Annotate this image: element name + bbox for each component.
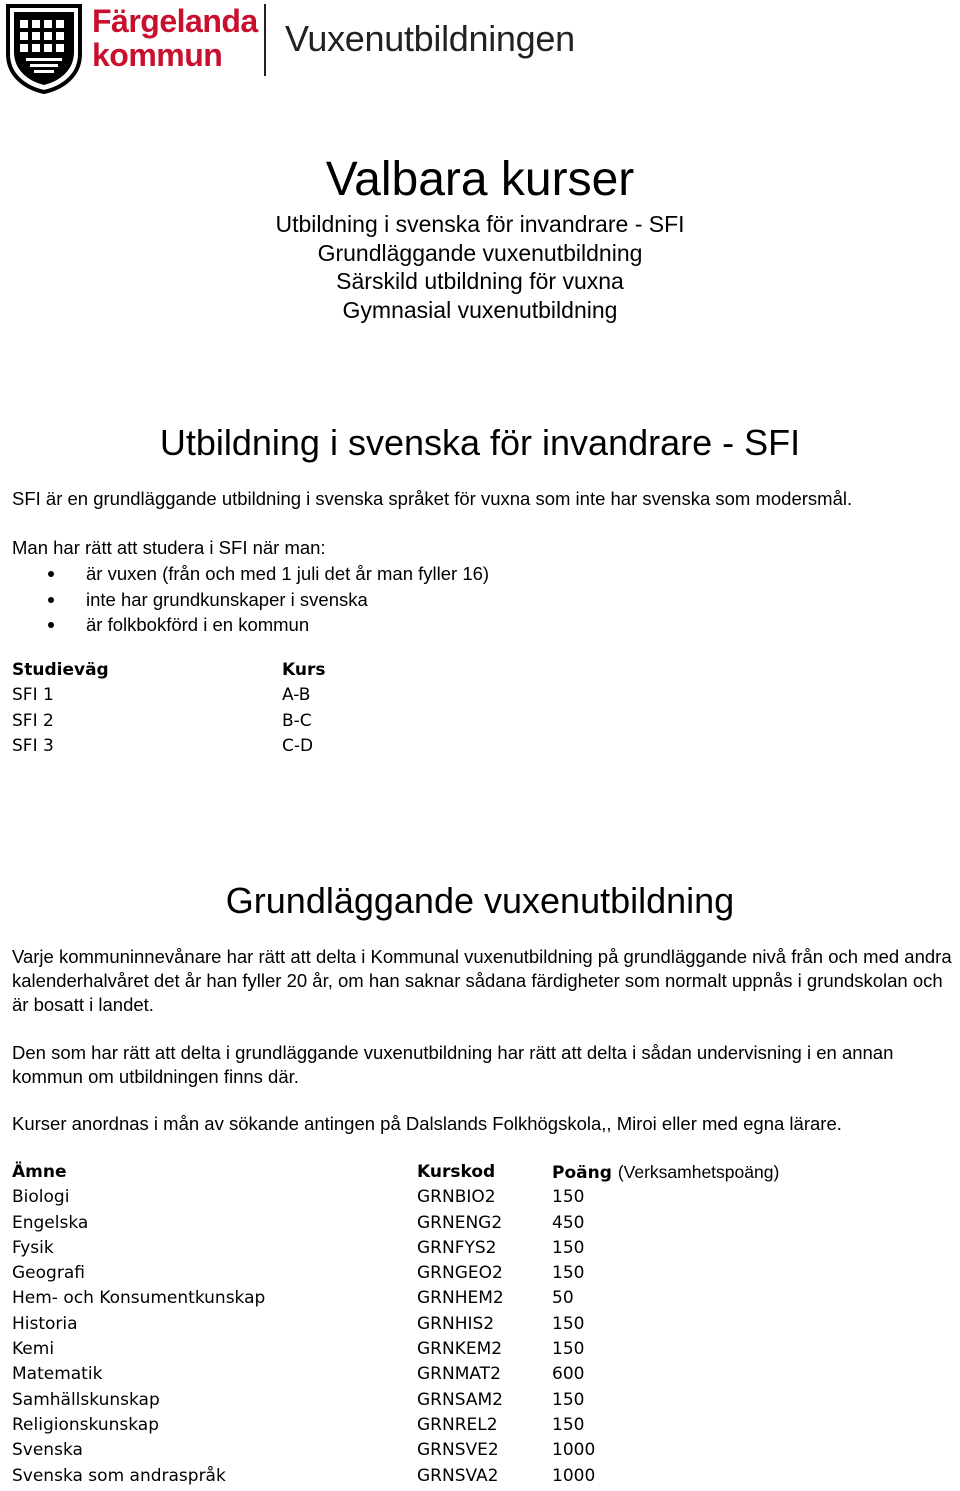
table-cell: SFI 1 bbox=[12, 685, 54, 706]
column-header-poang bbox=[552, 1162, 779, 1187]
header-divider bbox=[264, 4, 266, 76]
table-cell: Religionskunskap bbox=[12, 1414, 159, 1435]
logo-line-2: kommun bbox=[92, 37, 223, 73]
table-cell: SFI 3 bbox=[12, 735, 54, 756]
column-header-amne: Ämne bbox=[12, 1162, 67, 1182]
table-cell: C-D bbox=[282, 735, 314, 756]
table-cell: Fysik bbox=[12, 1237, 54, 1258]
table-row bbox=[12, 1187, 779, 1212]
table-row bbox=[12, 1288, 779, 1313]
table-row bbox=[12, 1339, 779, 1364]
table-cell: 1000 bbox=[552, 1465, 596, 1486]
column-header-studievag: Studieväg bbox=[12, 660, 109, 680]
list-item bbox=[12, 587, 489, 613]
table-cell: GRNGEO2 bbox=[417, 1263, 503, 1284]
subtitle-item: Utbildning i svenska för invandrare - SFI bbox=[275, 211, 685, 237]
table-cell: GRNBIO2 bbox=[417, 1187, 496, 1208]
table-cell: 1000 bbox=[552, 1440, 596, 1461]
table-row bbox=[12, 1314, 779, 1339]
subtitle-list bbox=[0, 210, 960, 324]
poang-label: Poäng bbox=[552, 1163, 612, 1183]
table-cell: 50 bbox=[552, 1288, 574, 1309]
sfi-section-heading: Utbildning i svenska för invandrare - SFI bbox=[159, 422, 801, 463]
column-header-kurskod: Kurskod bbox=[417, 1162, 496, 1182]
page-header bbox=[0, 0, 960, 100]
table-row bbox=[12, 1238, 779, 1263]
table-cell: A-B bbox=[282, 685, 311, 706]
column-header-kurs: Kurs bbox=[282, 660, 326, 680]
table-cell: 150 bbox=[552, 1187, 585, 1208]
bullet-icon bbox=[48, 571, 54, 577]
table-row bbox=[12, 1364, 779, 1389]
list-item-text: är folkbokförd i en kommun bbox=[86, 614, 310, 635]
sfi-intro-text: SFI är en grundläggande utbildning i svenska språket för vuxna som inte har svenska som modersmål. bbox=[12, 488, 853, 509]
table-row bbox=[12, 1213, 779, 1238]
table-cell: 450 bbox=[552, 1212, 585, 1233]
table-cell: GRNSAM2 bbox=[417, 1389, 503, 1410]
table-cell: B-C bbox=[282, 710, 312, 731]
subtitle-item: Grundläggande vuxenutbildning bbox=[317, 239, 643, 266]
logo-line-1: Färgelanda bbox=[92, 3, 258, 39]
table-cell: GRNSVA2 bbox=[417, 1465, 499, 1486]
table-cell: SFI 2 bbox=[12, 710, 54, 731]
table-row bbox=[12, 685, 325, 710]
table-cell: 600 bbox=[552, 1364, 585, 1385]
list-item-text: är vuxen (från och med 1 juli det år man fyller 16) bbox=[86, 563, 490, 584]
list-item bbox=[12, 561, 489, 587]
table-cell: Historia bbox=[12, 1313, 78, 1334]
table-cell: Samhällskunskap bbox=[12, 1389, 160, 1410]
table-cell: Hem- och Konsumentkunskap bbox=[12, 1288, 266, 1309]
table-row bbox=[12, 1440, 779, 1465]
page-title: Valbara kurser bbox=[325, 153, 635, 206]
municipality-shield-icon bbox=[4, 2, 84, 94]
sfi-course-table bbox=[12, 660, 325, 761]
table-cell: 150 bbox=[552, 1313, 585, 1334]
table-cell: GRNENG2 bbox=[417, 1212, 503, 1233]
table-cell: Svenska som andraspråk bbox=[12, 1465, 226, 1486]
sfi-rights-intro: Man har rätt att studera i SFI när man: bbox=[12, 537, 326, 558]
poang-note: (Verksamhetspoäng) bbox=[617, 1162, 780, 1182]
table-cell: Engelska bbox=[12, 1212, 89, 1233]
table-cell: 150 bbox=[552, 1237, 585, 1258]
table-cell: GRNKEM2 bbox=[417, 1339, 503, 1360]
table-cell: Biologi bbox=[12, 1187, 70, 1208]
header-title: Vuxenutbildningen bbox=[285, 18, 575, 59]
table-row bbox=[12, 736, 325, 761]
table-cell: GRNHIS2 bbox=[417, 1313, 495, 1334]
table-cell: Matematik bbox=[12, 1364, 103, 1385]
table-cell: GRNSVE2 bbox=[417, 1440, 499, 1461]
table-cell: GRNREL2 bbox=[417, 1414, 498, 1435]
table-row bbox=[12, 1263, 779, 1288]
grund-course-table bbox=[12, 1162, 779, 1491]
subtitle-item: Gymnasial vuxenutbildning bbox=[342, 296, 618, 323]
grund-paragraph-3: Kurser anordnas i mån av sökande antingen på Dalslands Folkhögskola,, Miroi eller med egna lärare. bbox=[12, 1113, 842, 1134]
sfi-eligibility-list bbox=[12, 561, 489, 638]
table-cell: 150 bbox=[552, 1263, 585, 1284]
table-row bbox=[12, 1390, 779, 1415]
subtitle-item: Särskild utbildning för vuxna bbox=[336, 268, 624, 294]
table-cell: 150 bbox=[552, 1389, 585, 1410]
grund-paragraph-1: Varje kommuninnevånare har rätt att delta i Kommunal vuxenutbildning på grundläggande nivå från och med andra kalenderhalvåret det år han fyller 20 år, om han saknar sådana färdigheter som normalt uppnås i grundskolan och är bosatt i landet. bbox=[12, 946, 952, 1015]
bullet-icon bbox=[48, 622, 54, 628]
table-cell: Svenska bbox=[12, 1440, 83, 1461]
table-cell: 150 bbox=[552, 1339, 585, 1360]
list-item-text: inte har grundkunskaper i svenska bbox=[86, 588, 368, 610]
grund-paragraph-2: Den som har rätt att delta i grundläggande vuxenutbildning har rätt att delta i sådan undervisning i en annan kommun om utbildningen finns där. bbox=[12, 1042, 894, 1087]
table-cell: GRNHEM2 bbox=[417, 1288, 504, 1309]
table-cell: Kemi bbox=[12, 1339, 55, 1360]
table-cell: GRNFYS2 bbox=[417, 1237, 497, 1258]
list-item bbox=[12, 612, 489, 638]
table-cell: 150 bbox=[552, 1414, 585, 1435]
table-cell: Geografi bbox=[12, 1263, 85, 1284]
table-row bbox=[12, 711, 325, 736]
table-row bbox=[12, 1415, 779, 1440]
table-header-row bbox=[12, 660, 325, 685]
table-header-row bbox=[12, 1162, 779, 1187]
grund-section-heading: Grundläggande vuxenutbildning bbox=[225, 880, 735, 921]
table-cell: GRNMAT2 bbox=[417, 1364, 501, 1385]
bullet-icon bbox=[48, 597, 54, 603]
table-row bbox=[12, 1466, 779, 1491]
municipality-logo-text bbox=[92, 4, 258, 72]
